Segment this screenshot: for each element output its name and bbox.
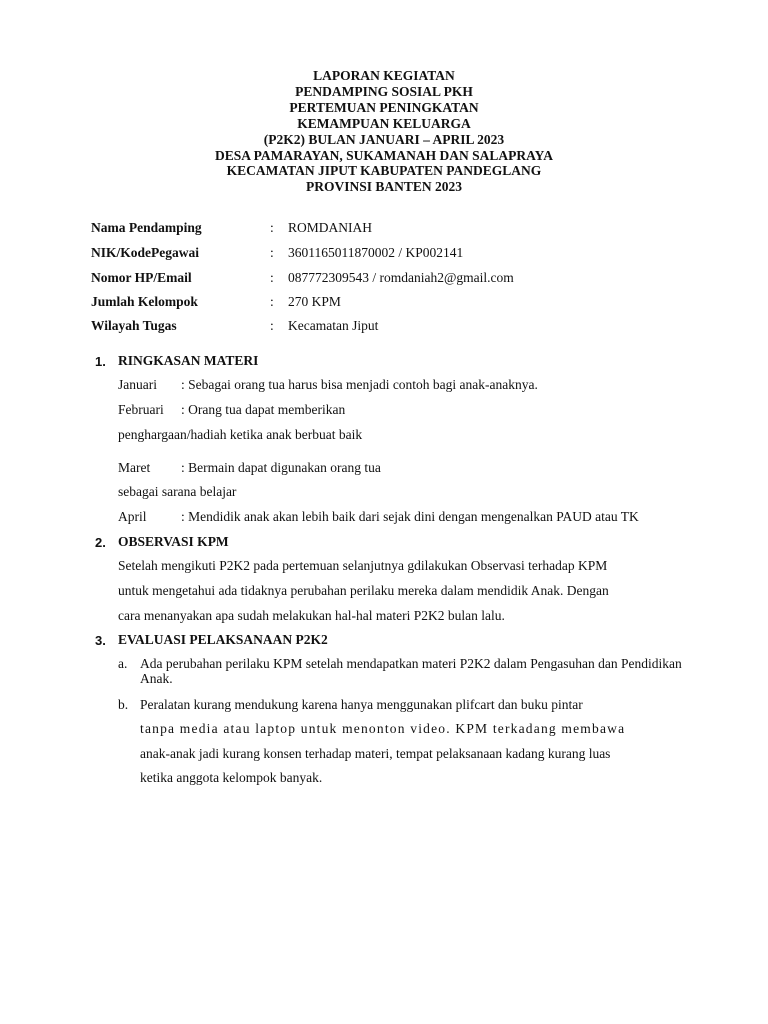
title-line: DESA PAMARAYAN, SUKAMANAH DAN SALAPRAYA bbox=[215, 147, 553, 163]
info-label-wilayah: Wilayah Tugas bbox=[91, 318, 177, 333]
month-text-continuation: sebagai sarana belajar bbox=[118, 484, 237, 499]
info-label-nama: Nama Pendamping bbox=[91, 220, 202, 235]
section-number: 1. bbox=[95, 354, 106, 369]
month-label: Januari bbox=[118, 377, 157, 392]
month-text-continuation: penghargaan/hadiah ketika anak berbuat baik bbox=[118, 427, 363, 442]
info-colon: : bbox=[270, 245, 274, 260]
info-value-nik: 3601165011870002 / KP002141 bbox=[288, 245, 464, 260]
info-colon: : bbox=[270, 294, 274, 309]
body-line: cara menanyakan apa sudah melakukan hal-hal materi P2K2 bulan lalu. bbox=[118, 608, 505, 623]
title-line: LAPORAN KEGIATAN bbox=[313, 68, 455, 83]
document-title bbox=[0, 68, 768, 195]
title-line: KEMAMPUAN KELUARGA bbox=[297, 115, 471, 131]
body-line: Setelah mengikuti P2K2 pada pertemuan selanjutnya gdilakukan Observasi terhadap KPM bbox=[118, 558, 608, 573]
month-text: : Mendidik anak akan lebih baik dari sejak dini dengan mengenalkan PAUD atau TK bbox=[181, 509, 639, 524]
info-value-hp-email: 087772309543 / romdaniah2@gmail.com bbox=[288, 270, 514, 285]
section-title: RINGKASAN MATERI bbox=[118, 353, 259, 368]
title-line: KECAMATAN JIPUT KABUPATEN PANDEGLANG bbox=[226, 163, 542, 179]
info-value-nama: ROMDANIAH bbox=[288, 220, 372, 235]
list-item-line: Peralatan kurang mendukung karena hanya menggunakan plifcart dan buku pintar bbox=[140, 697, 583, 712]
title-line: PROVINSI BANTEN 2023 bbox=[305, 179, 463, 195]
body-line: untuk mengetahui ada tidaknya perubahan perilaku mereka dalam mendidik Anak. Dengan bbox=[118, 583, 609, 598]
title-line: PERTEMUAN PENINGKATAN bbox=[289, 99, 479, 115]
section-number: 3. bbox=[95, 633, 106, 648]
list-item-line: anak-anak jadi kurang konsen terhadap materi, tempat pelaksanaan kadang kurang luas bbox=[140, 746, 611, 761]
month-label: April bbox=[118, 509, 147, 524]
title-line: PENDAMPING SOSIAL PKH bbox=[295, 83, 473, 99]
month-label: Februari bbox=[118, 402, 164, 417]
month-text: : Bermain dapat digunakan orang tua bbox=[181, 460, 381, 475]
info-label-nik: NIK/KodePegawai bbox=[91, 245, 199, 260]
list-item-line: tanpa media atau laptop untuk menonton video. KPM terkadang membawa bbox=[140, 721, 626, 736]
info-value-jumlah-kelompok: 270 KPM bbox=[288, 294, 341, 309]
section-number: 2. bbox=[95, 535, 106, 550]
title-line: (P2K2) BULAN JANUARI – APRIL 2023 bbox=[263, 131, 505, 147]
list-letter: a. bbox=[118, 656, 128, 671]
list-item-line: ketika anggota kelompok banyak. bbox=[140, 770, 323, 785]
month-text: : Orang tua dapat memberikan bbox=[181, 402, 346, 417]
info-label-jumlah-kelompok: Jumlah Kelompok bbox=[91, 294, 198, 309]
section-title: EVALUASI PELAKSANAAN P2K2 bbox=[118, 632, 328, 647]
month-text: : Sebagai orang tua harus bisa menjadi contoh bagi anak-anaknya. bbox=[181, 377, 538, 392]
list-item-text: Ada perubahan perilaku KPM setelah mendapatkan materi P2K2 dalam Pengasuhan dan Pendidikan Anak. bbox=[140, 656, 682, 686]
list-letter: b. bbox=[118, 697, 129, 712]
info-value-wilayah: Kecamatan Jiput bbox=[288, 318, 379, 333]
info-colon: : bbox=[270, 270, 274, 285]
section-title: OBSERVASI KPM bbox=[118, 534, 229, 549]
info-colon: : bbox=[270, 318, 274, 333]
info-colon: : bbox=[270, 220, 274, 235]
month-label: Maret bbox=[118, 460, 151, 475]
info-label-hp-email: Nomor HP/Email bbox=[91, 270, 192, 285]
